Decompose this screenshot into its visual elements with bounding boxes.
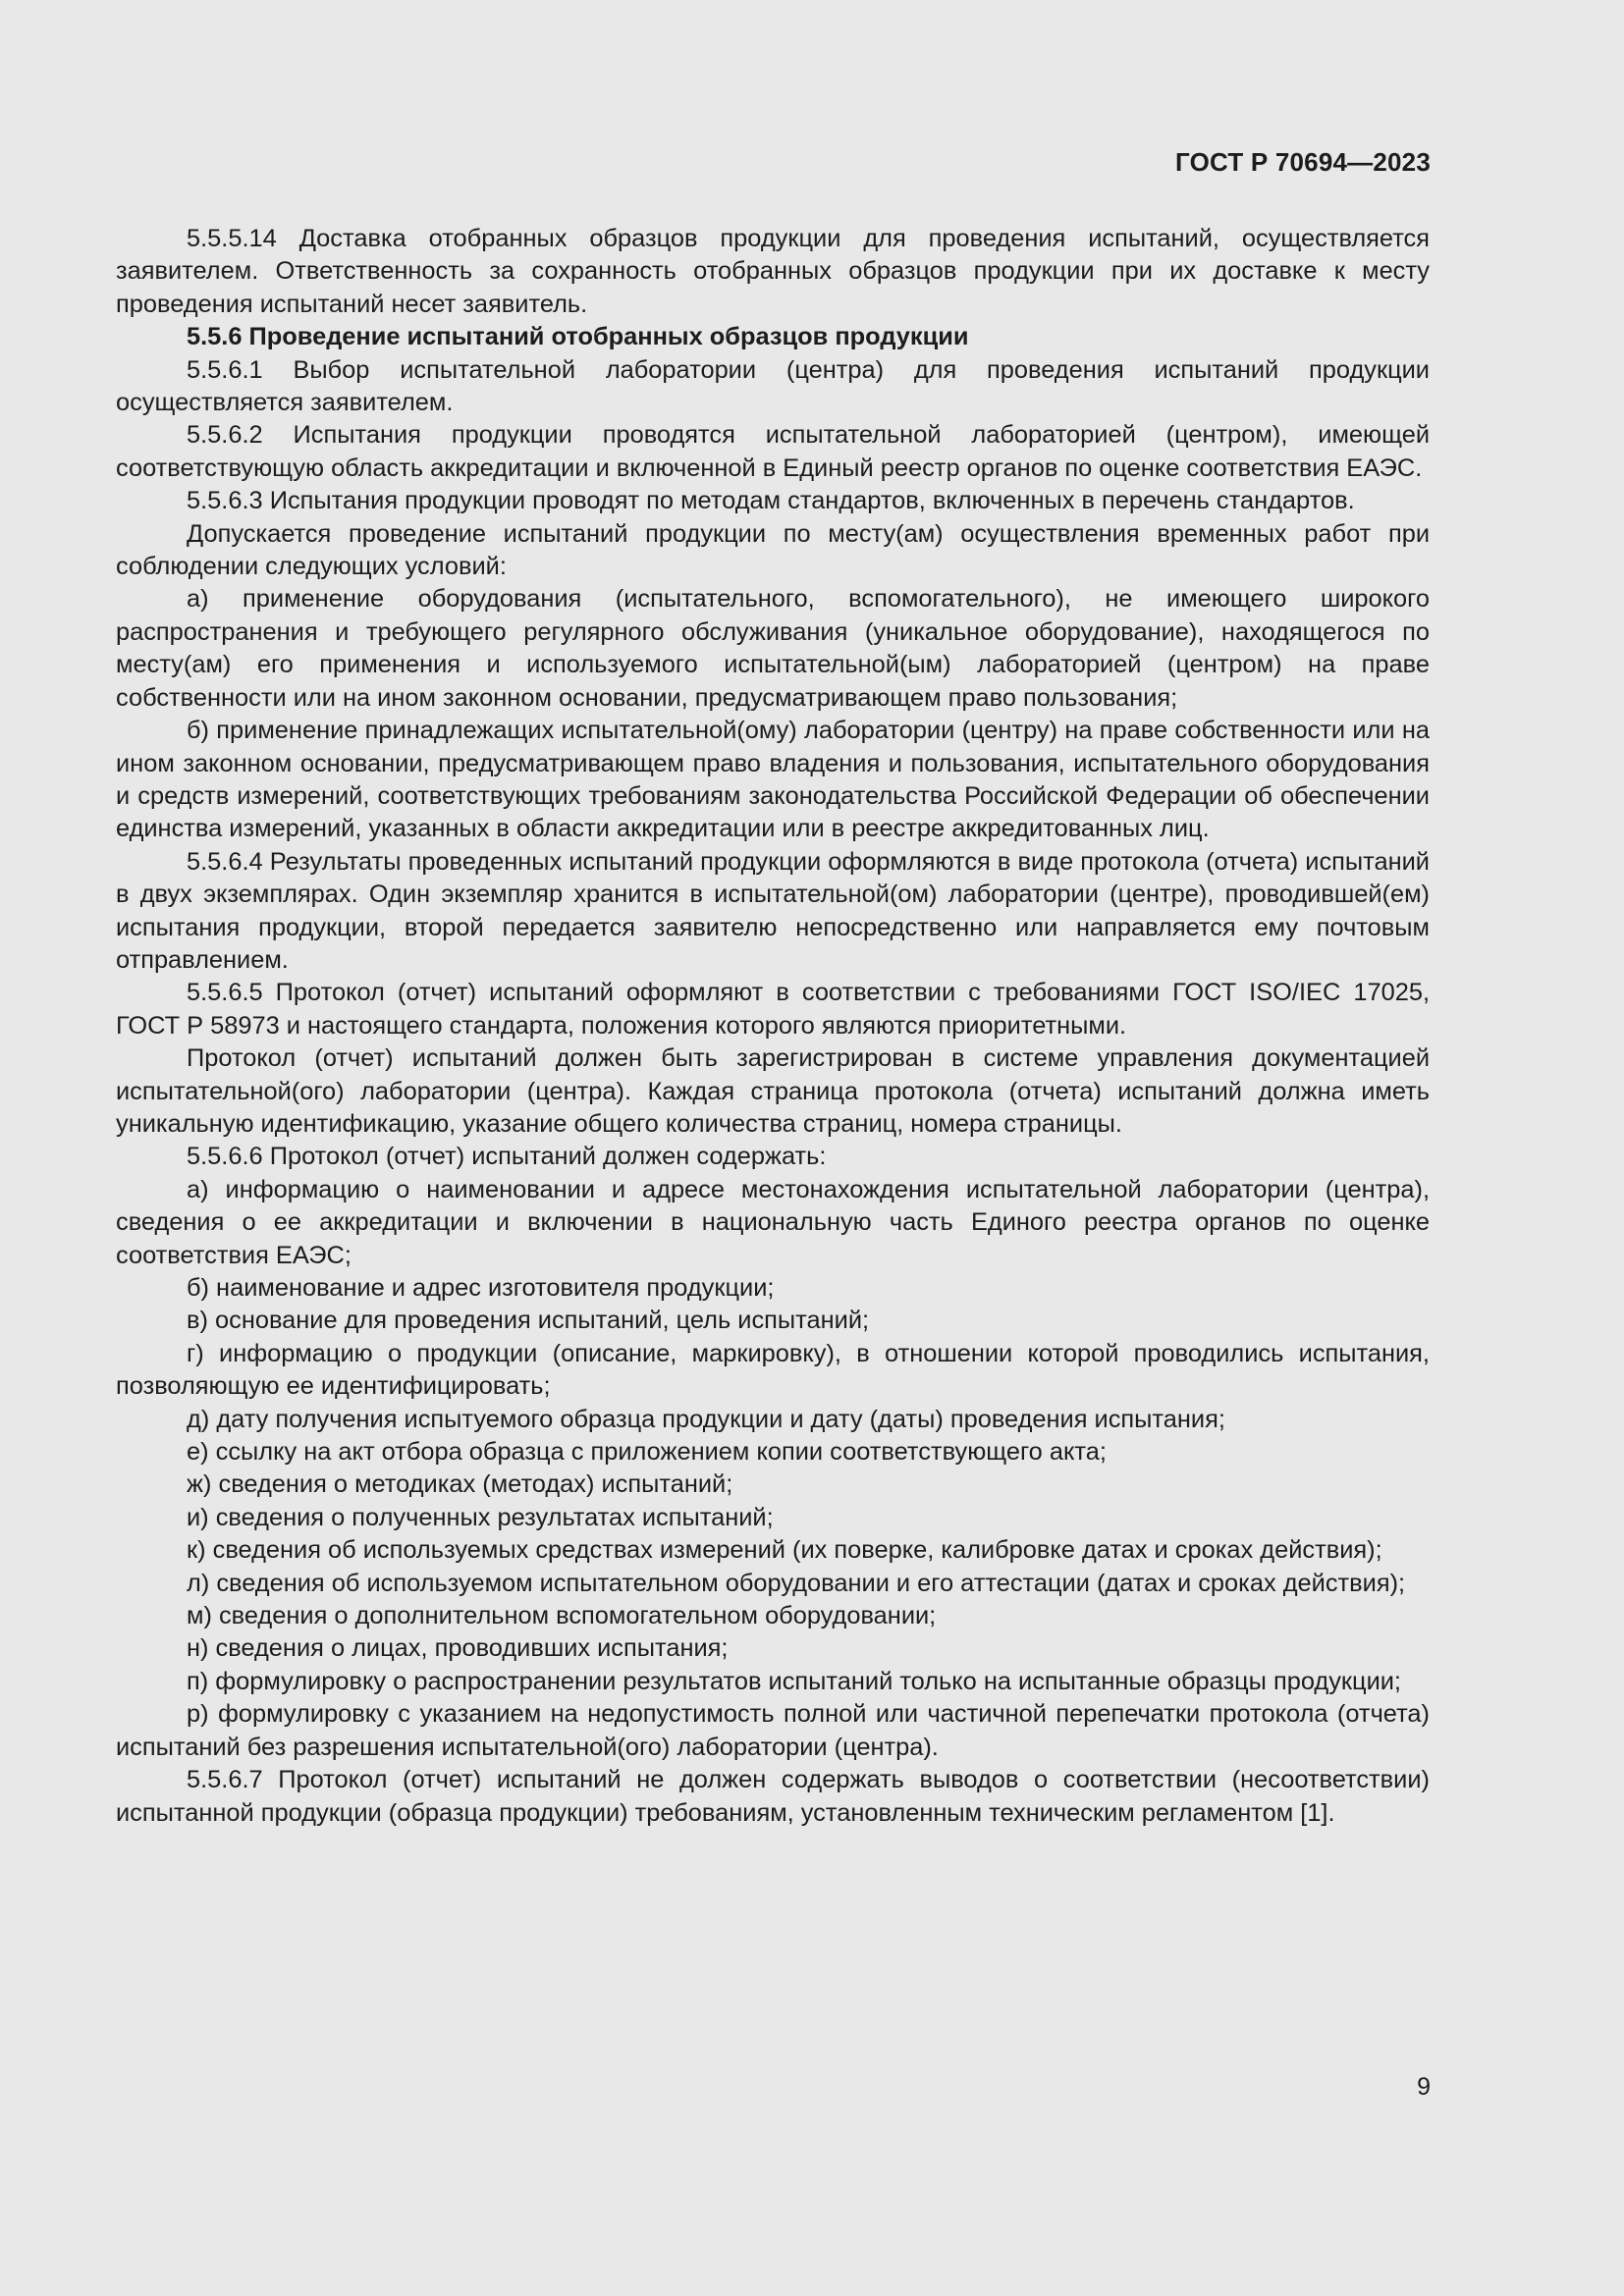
paragraph: 5.5.6.3 Испытания продукции проводят по методам стандартов, включенных в перечень стандартов. (187, 487, 1355, 515)
paragraph: 5.5.5.14 Доставка отобранных образцов продукции для проведения испытаний, осуществляется заявителем. Ответственность за сохранность отобранных образцов продукции при их доставке к месту проведения испытаний несет заявитель. (116, 225, 1430, 318)
paragraph: д) дату получения испытуемого образца продукции и дату (даты) проведения испытания; (187, 1405, 1225, 1433)
paragraph: и) сведения о полученных результатах испытаний; (187, 1503, 774, 1531)
paragraph: 5.5.6.7 Протокол (отчет) испытаний не должен содержать выводов о соответствии (несоответствии) испытанной продукции (образца продукции) требованиям, установленным техническим регламентом [1]. (116, 1766, 1430, 1827)
paragraph: л) сведения об используемом испытательном оборудовании и его аттестации (датах и сроках действия); (187, 1569, 1406, 1597)
paragraph: г) информацию о продукции (описание, маркировку), в отношении которой проводились испытания, позволяющую ее идентифицировать; (116, 1339, 1430, 1401)
paragraph: м) сведения о дополнительном вспомогательном оборудовании; (187, 1602, 937, 1630)
paragraph: 5.5.6.4 Результаты проведенных испытаний продукции оформляются в виде протокола (отчета) испытаний в двух экземплярах. Один экземпляр хранится в испытательной(ом) лаборатории (центре), проводившей(ем) испытания продукции, второй передается заявителю непосредственно или направляется ему почтовым отправлением. (116, 847, 1430, 974)
paragraph: н) сведения о лицах, проводивших испытания; (187, 1634, 729, 1663)
paragraph: к) сведения об используемых средствах измерений (их поверке, калибровке датах и сроках действия); (187, 1536, 1382, 1565)
paragraph: в) основание для проведения испытаний, цель испытаний; (187, 1307, 870, 1335)
section-heading: 5.5.6 Проведение испытаний отобранных образцов продукции (187, 323, 969, 351)
paragraph: а) информацию о наименовании и адресе местонахождения испытательной лаборатории (центра), сведения о ее аккредитации и включении в национальную часть Единого реестра органов по оценке соответствия ЕАЭС; (116, 1175, 1430, 1269)
document-body (116, 223, 1430, 1830)
paragraph: 5.5.6.5 Протокол (отчет) испытаний оформляют в соответствии с требованиями ГОСТ ISO/IEC 17025, ГОСТ Р 58973 и настоящего стандарта, положения которого являются приоритетными. (116, 979, 1430, 1040)
document-code-header: ГОСТ Р 70694—2023 (1175, 147, 1431, 177)
paragraph: б) применение принадлежащих испытательной(ому) лаборатории (центру) на праве собственности или на ином законном основании, предусматривающем право владения и пользования, испытательного оборудования и средств измерений, соответствующих требованиям законодательства Российской Федерации об обеспечении единства измерений, указанных в области аккредитации или в реестре аккредитованных лиц. (116, 717, 1430, 843)
paragraph: 5.5.6.6 Протокол (отчет) испытаний должен содержать: (187, 1143, 827, 1171)
paragraph: р) формулировку с указанием на недопустимость полной или частичной перепечатки протокола (отчета) испытаний без разрешения испытательной(ого) лаборатории (центра). (116, 1700, 1430, 1761)
paragraph: Допускается проведение испытаний продукции по месту(ам) осуществления временных работ при соблюдении следующих условий: (116, 519, 1430, 581)
page-number: 9 (1417, 2073, 1431, 2101)
paragraph: 5.5.6.1 Выбор испытательной лаборатории (центра) для проведения испытаний продукции осуществляется заявителем. (116, 355, 1430, 417)
paragraph: а) применение оборудования (испытательного, вспомогательного), не имеющего широкого распространения и требующего регулярного обслуживания (уникальное оборудование), находящегося по месту(ам) его применения и используемого испытательной(ым) лабораторией (центром) на праве собственности или на ином законном основании, предусматривающем право пользования; (116, 585, 1430, 712)
paragraph: ж) сведения о методиках (методах) испытаний; (187, 1470, 733, 1499)
paragraph: Протокол (отчет) испытаний должен быть зарегистрирован в системе управления документацией испытательной(ого) лаборатории (центра). Каждая страница протокола (отчета) испытаний должна иметь уникальную идентификацию, указание общего количества страниц, номера страницы. (116, 1044, 1430, 1138)
paragraph: 5.5.6.2 Испытания продукции проводятся испытательной лабораторией (центром), имеющей соответствующую область аккредитации и включенной в Единый реестр органов по оценке соответствия ЕАЭС. (116, 421, 1430, 482)
paragraph: е) ссылку на акт отбора образца с приложением копии соответствующего акта; (187, 1438, 1107, 1467)
paragraph: п) формулировку о распространении результатов испытаний только на испытанные образцы продукции; (187, 1667, 1401, 1695)
paragraph: б) наименование и адрес изготовителя продукции; (187, 1274, 775, 1302)
